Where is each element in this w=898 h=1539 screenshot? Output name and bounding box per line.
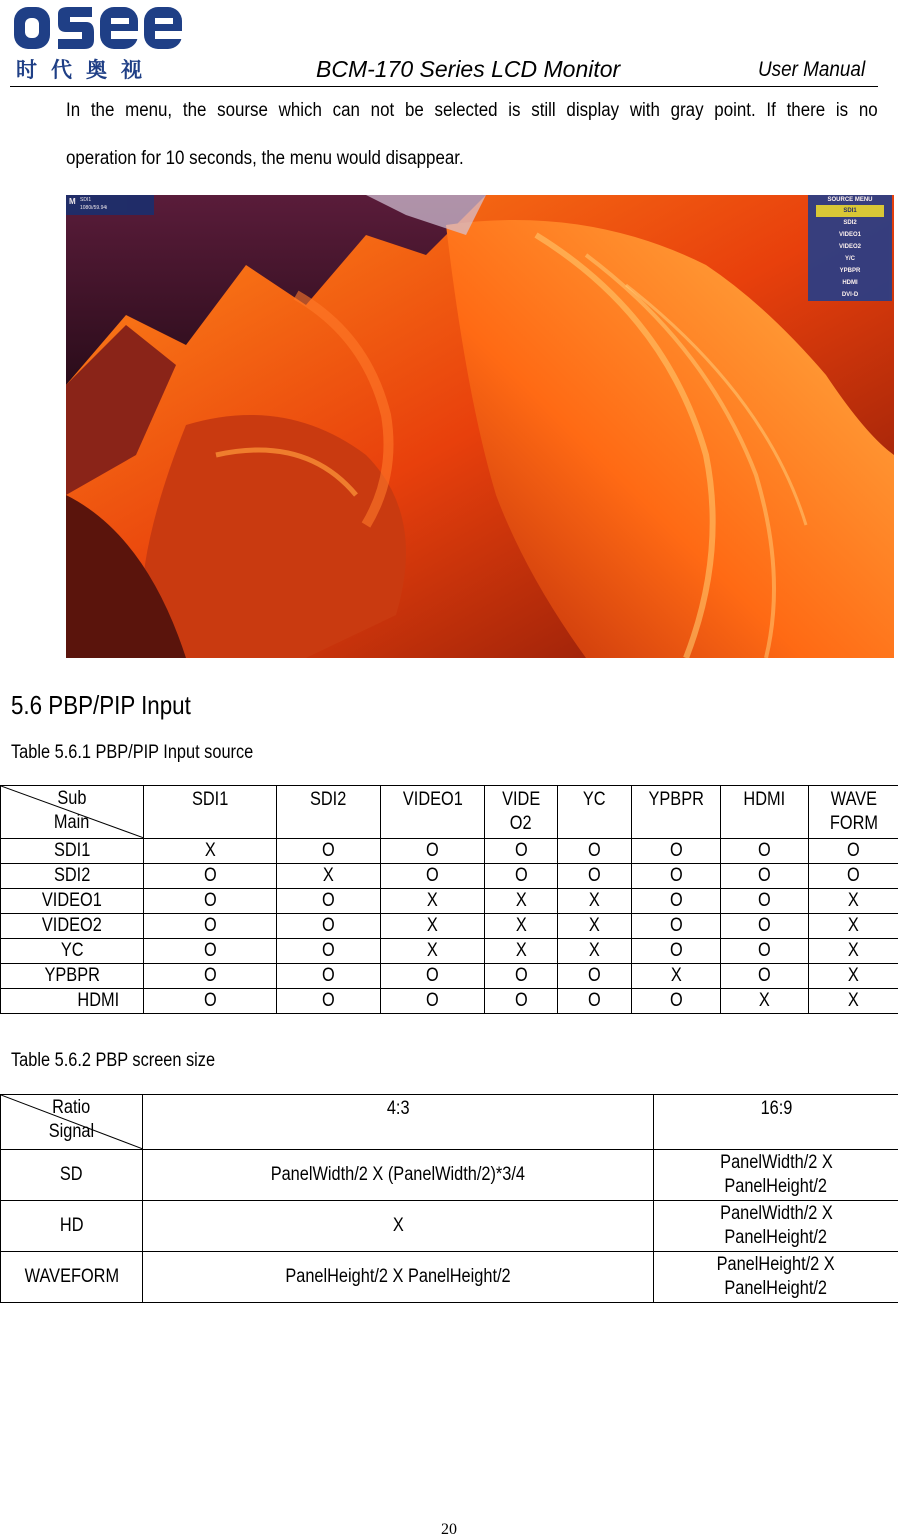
table1-cell-value: O bbox=[515, 864, 528, 888]
table1-column-header-text: SDI2 bbox=[310, 788, 346, 812]
table1-cell-value: O bbox=[588, 864, 601, 888]
table1-cell-value: X bbox=[848, 989, 859, 1013]
table1-cell bbox=[721, 964, 809, 989]
table1-cell bbox=[277, 889, 381, 914]
table1-cell-value: O bbox=[322, 964, 335, 988]
table2-corner-top-label: Ratio bbox=[52, 1096, 90, 1120]
document-subtitle: User Manual bbox=[758, 58, 865, 82]
table2-corner-bottom-label: Signal bbox=[49, 1120, 94, 1144]
table1-row-label bbox=[1, 939, 144, 964]
table2-cell-4-3 bbox=[143, 1150, 654, 1201]
table1-cell-value: O bbox=[847, 864, 860, 888]
table1-cell bbox=[558, 914, 632, 939]
pbp-pip-input-source-table bbox=[0, 785, 898, 1014]
table1-cell-value: O bbox=[670, 889, 683, 913]
table1-cell-value: O bbox=[322, 939, 335, 963]
table1-cell-value: O bbox=[588, 964, 601, 988]
table1-cell bbox=[632, 864, 721, 889]
table1-column-header-text: YC bbox=[583, 788, 606, 812]
table1-cell-value: O bbox=[322, 989, 335, 1013]
table2-row-label bbox=[1, 1252, 143, 1303]
table1-column-header-text: VIDEO1 bbox=[403, 788, 463, 812]
table1-cell bbox=[485, 939, 558, 964]
table2-column-header-text: 16:9 bbox=[760, 1097, 792, 1121]
table1-caption: Table 5.6.1 PBP/PIP Input source bbox=[11, 742, 253, 764]
table1-column-header-text: YPBPR bbox=[648, 788, 703, 812]
table1-cell-value: O bbox=[204, 989, 217, 1013]
table1-cell-value: O bbox=[322, 889, 335, 913]
osd-source-menu bbox=[808, 195, 892, 301]
table2-column-header bbox=[654, 1095, 898, 1150]
canyon-image bbox=[66, 195, 894, 658]
table1-column-header bbox=[558, 786, 632, 839]
osd-menu-item-video2: VIDEO2 bbox=[808, 241, 892, 253]
table1-cell-value: X bbox=[427, 914, 438, 938]
table1-cell-value: X bbox=[589, 889, 600, 913]
table1-column-header-text: HDMI bbox=[744, 788, 786, 812]
table1-cell bbox=[558, 939, 632, 964]
table1-cell-value: X bbox=[589, 939, 600, 963]
table1-row-label-text: SDI2 bbox=[54, 864, 90, 888]
table2-cell-16-9-text: PanelWidth/2 X bbox=[720, 1151, 833, 1175]
table1-row-label-text: SDI1 bbox=[54, 839, 90, 863]
table2-row bbox=[1, 1150, 898, 1201]
table1-cell bbox=[809, 889, 898, 914]
table1-cell-value: O bbox=[204, 889, 217, 913]
table1-cell-value: O bbox=[515, 964, 528, 988]
table1-cell bbox=[144, 964, 277, 989]
table1-row-label bbox=[1, 964, 144, 989]
table2-row-label bbox=[1, 1150, 143, 1201]
table2-caption: Table 5.6.2 PBP screen size bbox=[11, 1050, 215, 1072]
table1-column-header bbox=[721, 786, 809, 839]
table1-cell-value: X bbox=[589, 914, 600, 938]
table1-cell bbox=[632, 964, 721, 989]
osd-menu-item-sdi2: SDI2 bbox=[808, 217, 892, 229]
table1-column-header-text: O2 bbox=[510, 812, 532, 836]
logo-chinese-text: 时代奥视 bbox=[16, 54, 192, 84]
table1-cell bbox=[277, 989, 381, 1014]
table1-cell-value: O bbox=[322, 839, 335, 863]
table2-cell-16-9 bbox=[654, 1150, 898, 1201]
table1-cell bbox=[277, 914, 381, 939]
table2-cell-16-9 bbox=[654, 1252, 898, 1303]
monitor-screen-photo bbox=[66, 195, 894, 658]
table1-cell bbox=[809, 864, 898, 889]
osd-menu-item-yc: Y/C bbox=[808, 253, 892, 265]
table1-cell bbox=[558, 839, 632, 864]
table1-cell bbox=[381, 889, 485, 914]
table1-cell-value: X bbox=[848, 914, 859, 938]
table1-column-header-text: WAVE bbox=[830, 788, 876, 812]
table1-row bbox=[1, 964, 898, 989]
table1-cell-value: O bbox=[322, 914, 335, 938]
table1-row-label-text: YPBPR bbox=[44, 964, 99, 988]
table1-cell bbox=[721, 914, 809, 939]
table2-column-header bbox=[143, 1095, 654, 1150]
osee-logo-wordmark bbox=[12, 4, 184, 52]
table1-cell bbox=[632, 839, 721, 864]
table1-cell-value: X bbox=[848, 964, 859, 988]
table1-cell bbox=[485, 839, 558, 864]
table1-cell bbox=[721, 839, 809, 864]
table1-cell bbox=[558, 889, 632, 914]
table1-cell bbox=[721, 889, 809, 914]
table1-cell bbox=[277, 839, 381, 864]
table1-cell-value: O bbox=[758, 964, 771, 988]
table2-row-label-text: HD bbox=[60, 1214, 84, 1238]
table1-cell-value: O bbox=[758, 939, 771, 963]
table1-cell-value: O bbox=[847, 839, 860, 863]
table1-column-header bbox=[485, 786, 558, 839]
table1-column-header bbox=[277, 786, 381, 839]
table1-cell bbox=[632, 914, 721, 939]
table1-cell-value: O bbox=[426, 839, 439, 863]
table1-cell bbox=[558, 964, 632, 989]
table1-cell bbox=[277, 964, 381, 989]
table1-cell bbox=[144, 839, 277, 864]
table1-cell-value: O bbox=[758, 914, 771, 938]
table1-column-header bbox=[381, 786, 485, 839]
table1-cell-value: O bbox=[204, 914, 217, 938]
osd-badge-source: SDI1 bbox=[80, 197, 91, 203]
table1-cell-value: O bbox=[758, 889, 771, 913]
table1-cell-value: X bbox=[848, 889, 859, 913]
logo-text: osee bbox=[12, 4, 15, 5]
table2-cell-4-3 bbox=[143, 1252, 654, 1303]
page-number: 20 bbox=[0, 1521, 898, 1539]
table1-cell bbox=[485, 964, 558, 989]
osee-logo bbox=[12, 4, 184, 78]
intro-paragraph-line-2: operation for 10 seconds, the menu would disappear. bbox=[66, 148, 789, 170]
table1-cell bbox=[381, 839, 485, 864]
table1-cell bbox=[809, 964, 898, 989]
table1-cell bbox=[144, 939, 277, 964]
table1-cell-value: O bbox=[204, 864, 217, 888]
table2-cell-16-9-text: PanelHeight/2 bbox=[725, 1277, 828, 1301]
table1-cell bbox=[381, 864, 485, 889]
osd-menu-item-dvid: DVI-D bbox=[808, 289, 892, 301]
osd-badge-mark: M bbox=[69, 197, 76, 206]
table1-cell-value: O bbox=[426, 964, 439, 988]
table1-cell bbox=[381, 914, 485, 939]
table1-corner-top-label: Sub bbox=[57, 787, 86, 811]
osd-menu-item-hdmi: HDMI bbox=[808, 277, 892, 289]
table1-cell bbox=[558, 989, 632, 1014]
osd-badge-format: 1080i/59.94i bbox=[80, 205, 107, 211]
table1-row-label bbox=[1, 914, 144, 939]
table1-cell-value: O bbox=[670, 864, 683, 888]
osd-menu-title: SOURCE MENU bbox=[808, 195, 892, 205]
osd-menu-item-video1: VIDEO1 bbox=[808, 229, 892, 241]
table1-row-label-text: VIDEO2 bbox=[42, 914, 102, 938]
table1-row-label bbox=[1, 989, 144, 1014]
header-divider bbox=[10, 86, 878, 87]
table2-header-row bbox=[1, 1095, 898, 1150]
table1-cell bbox=[485, 914, 558, 939]
table1-row-label-text: VIDEO1 bbox=[42, 889, 102, 913]
table2-row-label bbox=[1, 1201, 143, 1252]
table2-row bbox=[1, 1201, 898, 1252]
table2-cell-16-9-text: PanelHeight/2 bbox=[725, 1226, 828, 1250]
section-heading: 5.6 PBP/PIP Input bbox=[11, 690, 191, 721]
table1-column-header bbox=[632, 786, 721, 839]
table1-row-label-text: YC bbox=[61, 939, 84, 963]
table1-column-header bbox=[809, 786, 898, 839]
intro-paragraph-line-1: In the menu, the sourse which can not be selected is still display with gray point. If there is no bbox=[66, 100, 878, 122]
table1-cell bbox=[632, 939, 721, 964]
table1-cell bbox=[558, 864, 632, 889]
table2-row bbox=[1, 1252, 898, 1303]
table1-row bbox=[1, 864, 898, 889]
table1-cell bbox=[277, 864, 381, 889]
table1-cell bbox=[809, 939, 898, 964]
table1-row-label bbox=[1, 889, 144, 914]
osd-signal-badge bbox=[66, 195, 154, 215]
pbp-screen-size-table bbox=[0, 1094, 898, 1303]
table2-row-label-text: WAVEFORM bbox=[24, 1265, 118, 1289]
osd-menu-item-sdi1: SDI1 bbox=[816, 205, 884, 217]
table1-cell-value: X bbox=[848, 939, 859, 963]
table1-cell bbox=[632, 889, 721, 914]
table1-cell-value: O bbox=[426, 989, 439, 1013]
table1-row bbox=[1, 939, 898, 964]
table1-cell bbox=[485, 889, 558, 914]
table1-row-label-text: HDMI bbox=[78, 989, 120, 1013]
table1-cell-value: O bbox=[515, 839, 528, 863]
table1-cell bbox=[277, 939, 381, 964]
table1-cell-value: O bbox=[758, 864, 771, 888]
table1-cell bbox=[809, 989, 898, 1014]
table1-column-header bbox=[144, 786, 277, 839]
table2-cell-4-3-text: PanelHeight/2 X PanelHeight/2 bbox=[285, 1265, 510, 1289]
table1-cell-value: O bbox=[426, 864, 439, 888]
table1-cell-value: X bbox=[427, 939, 438, 963]
table1-cell bbox=[809, 914, 898, 939]
table1-cell-value: O bbox=[204, 964, 217, 988]
table1-cell-value: X bbox=[759, 989, 770, 1013]
table1-cell-value: O bbox=[588, 989, 601, 1013]
table2-cell-16-9-text: PanelHeight/2 X bbox=[717, 1253, 835, 1277]
table1-cell-value: X bbox=[516, 889, 527, 913]
table1-cell bbox=[144, 914, 277, 939]
table1-row bbox=[1, 839, 898, 864]
table1-column-header-text: FORM bbox=[829, 812, 877, 836]
table1-column-header-text: SDI1 bbox=[192, 788, 228, 812]
table1-cell-value: O bbox=[670, 914, 683, 938]
table1-row-label bbox=[1, 864, 144, 889]
table1-cell-value: O bbox=[204, 939, 217, 963]
table2-cell-16-9-text: PanelWidth/2 X bbox=[720, 1202, 833, 1226]
table2-column-header-text: 4:3 bbox=[387, 1097, 410, 1121]
table1-cell bbox=[485, 864, 558, 889]
table2-corner-cell bbox=[1, 1095, 143, 1150]
table1-cell-value: O bbox=[670, 989, 683, 1013]
table1-cell bbox=[721, 939, 809, 964]
table2-cell-4-3-text: X bbox=[393, 1214, 404, 1238]
table1-cell-value: X bbox=[205, 839, 216, 863]
table1-header-row bbox=[1, 786, 898, 839]
table2-row-label-text: SD bbox=[60, 1163, 83, 1187]
table1-cell-value: O bbox=[670, 939, 683, 963]
table1-cell-value: X bbox=[427, 889, 438, 913]
table1-cell-value: O bbox=[515, 989, 528, 1013]
osd-menu-item-ypbpr: YPBPR bbox=[808, 265, 892, 277]
table1-cell-value: O bbox=[670, 839, 683, 863]
table1-column-header-text: VIDE bbox=[502, 788, 540, 812]
table2-cell-4-3-text: PanelWidth/2 X (PanelWidth/2)*3/4 bbox=[271, 1163, 525, 1187]
table1-cell-value: X bbox=[323, 864, 334, 888]
table1-cell bbox=[144, 864, 277, 889]
table1-cell-value: X bbox=[516, 939, 527, 963]
table1-cell bbox=[381, 989, 485, 1014]
table2-cell-16-9 bbox=[654, 1201, 898, 1252]
table1-row bbox=[1, 889, 898, 914]
table2-cell-4-3 bbox=[143, 1201, 654, 1252]
table1-corner-cell bbox=[1, 786, 144, 839]
table1-cell bbox=[144, 989, 277, 1014]
table1-cell bbox=[485, 989, 558, 1014]
table1-row-label bbox=[1, 839, 144, 864]
table1-row bbox=[1, 914, 898, 939]
table1-corner-bottom-label: Main bbox=[54, 811, 89, 835]
table1-cell-value: X bbox=[516, 914, 527, 938]
table1-cell-value: X bbox=[671, 964, 682, 988]
table1-cell-value: O bbox=[588, 839, 601, 863]
table1-cell bbox=[381, 964, 485, 989]
table2-cell-16-9-text: PanelHeight/2 bbox=[725, 1175, 828, 1199]
table1-cell bbox=[632, 989, 721, 1014]
table1-cell-value: O bbox=[758, 839, 771, 863]
table1-cell bbox=[144, 889, 277, 914]
table1-cell bbox=[809, 839, 898, 864]
table1-cell bbox=[381, 939, 485, 964]
table1-cell bbox=[721, 864, 809, 889]
table1-cell bbox=[721, 989, 809, 1014]
table1-row bbox=[1, 989, 898, 1014]
document-title: BCM-170 Series LCD Monitor bbox=[316, 56, 620, 83]
